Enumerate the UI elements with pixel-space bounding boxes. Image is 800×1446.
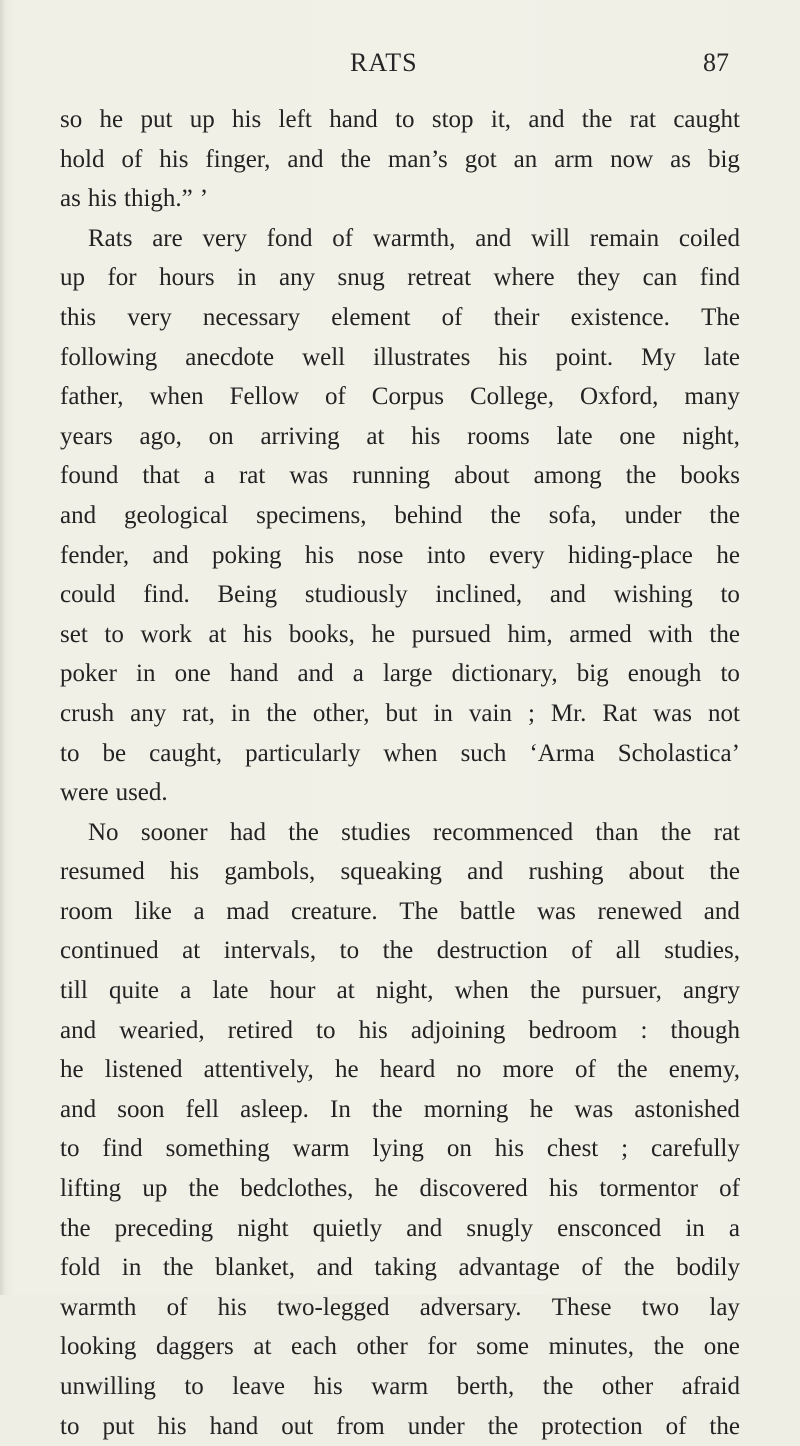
text-line: up for hours in any snug retreat where they can find [60, 264, 740, 292]
text-line: so he put up his left hand to stop it, and the rat caught [60, 106, 740, 133]
text-line: looking daggers at each other for some minutes, the one [60, 1333, 740, 1361]
text-line: Rats are very fond of warmth, and will remain coiled [88, 224, 740, 252]
text-line: to be caught, particularly when such ‘Arma Scholastica’ [60, 739, 740, 767]
text-line: hold of his finger, and the man’s got an arm now as big [60, 145, 740, 173]
text-line: to put his hand out from under the protection of the [60, 1412, 740, 1440]
text-line: poker in one hand and a large dictionary, big enough to [60, 660, 740, 688]
text-line: as his thigh.” ’ [60, 185, 209, 213]
text-line: found that a rat was running about among the books [60, 462, 740, 490]
text-line: lifting up the bedclothes, he discovered his tormentor of [60, 1175, 740, 1203]
text-line: crush any rat, in the other, but in vain ; Mr. Rat was not [60, 699, 740, 727]
text-line: fold in the blanket, and taking advantage of the bodily [60, 1254, 740, 1282]
text-line: continued at intervals, to the destruction of all studies, [60, 937, 740, 965]
text-line: and geological specimens, behind the sofa, under the [60, 501, 740, 529]
text-line: resumed his gambols, squeaking and rushing about the [60, 858, 740, 886]
body-text [60, 100, 740, 1446]
page-gutter [0, 0, 6, 1295]
text-line: could find. Being studiously inclined, and wishing to [60, 581, 740, 609]
text-line: were used. [60, 779, 168, 807]
text-line: this very necessary element of their existence. The [60, 303, 740, 331]
text-line: he listened attentively, he heard no more of the enemy, [60, 1056, 740, 1084]
text-line: and wearied, retired to his adjoining bedroom : though [60, 1016, 740, 1044]
text-line: till quite a late hour at night, when the pursuer, angry [60, 977, 740, 1005]
page-number: 87 [703, 48, 729, 77]
text-line: following anecdote well illustrates his point. My late [60, 343, 740, 371]
text-line: room like a mad creature. The battle was renewed and [60, 897, 740, 925]
text-line: fender, and poking his nose into every hiding-place he [60, 541, 740, 569]
text-line: the preceding night quietly and snugly ensconced in a [60, 1214, 740, 1242]
text-line: father, when Fellow of Corpus College, Oxford, many [60, 383, 740, 411]
text-line: unwilling to leave his warm berth, the other afraid [60, 1373, 740, 1400]
running-title: RATS [350, 48, 418, 77]
text-line: No sooner had the studies recommenced than the rat [88, 818, 740, 846]
text-line: years ago, on arriving at his rooms late one night, [60, 422, 740, 450]
text-line: to find something warm lying on his chest ; carefully [60, 1135, 740, 1163]
text-line: set to work at his books, he pursued him, armed with the [60, 620, 740, 648]
text-line: and soon fell asleep. In the morning he was astonished [60, 1095, 740, 1123]
text-line: warmth of his two-legged adversary. These two lay [60, 1293, 740, 1321]
running-head [0, 48, 800, 84]
